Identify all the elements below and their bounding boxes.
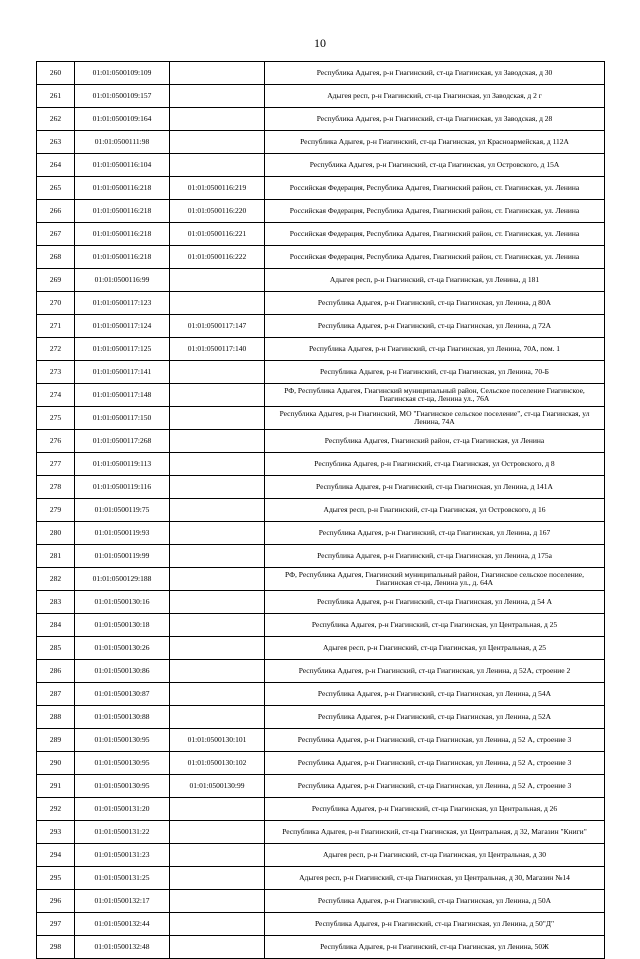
table-row: [37, 361, 605, 384]
address-cell: Республика Адыгея, р-н Гиагинский, МО "Гиагинское сельское поселение", ст-ца Гиагинская, ул Ленина, 74А: [265, 407, 605, 430]
address-cell: Адыгея респ, р-н Гиагинский, ст-ца Гиагинская, ул Центральная, д 30: [265, 844, 605, 867]
table-row: [37, 637, 605, 660]
cadastral-number-cell: 01:01:0500116:104: [75, 154, 170, 177]
sub-cadastral-number-cell: [170, 913, 265, 936]
address-cell: Республика Адыгея, р-н Гиагинский, ст-ца Гиагинская, ул Ленина, д 50А: [265, 890, 605, 913]
row-number-cell: 279: [37, 499, 75, 522]
cadastral-number-cell: 01:01:0500130:16: [75, 591, 170, 614]
cadastral-number-cell: 01:01:0500132:17: [75, 890, 170, 913]
sub-cadastral-number-cell: 01:01:0500116:221: [170, 223, 265, 246]
address-cell: Республика Адыгея, р-н Гиагинский, ст-ца Гиагинская, ул Ленина, д 72А: [265, 315, 605, 338]
row-number-cell: 283: [37, 591, 75, 614]
sub-cadastral-number-cell: [170, 522, 265, 545]
sub-cadastral-number-cell: [170, 85, 265, 108]
sub-cadastral-number-cell: 01:01:0500116:220: [170, 200, 265, 223]
table-row: [37, 936, 605, 959]
address-cell: Республика Адыгея, р-н Гиагинский, ст-ца Гиагинская, ул Ленина, д 52 А, строение 3: [265, 752, 605, 775]
row-number-cell: 284: [37, 614, 75, 637]
address-cell: Республика Адыгея, р-н Гиагинский, ст-ца Гиагинская, ул Заводская, д 30: [265, 62, 605, 85]
cadastral-number-cell: 01:01:0500131:23: [75, 844, 170, 867]
row-number-cell: 285: [37, 637, 75, 660]
table-row: [37, 269, 605, 292]
address-cell: Республика Адыгея, р-н Гиагинский, ст-ца Гиагинская, ул Ленина, д 52 А, строение 3: [265, 729, 605, 752]
row-number-cell: 288: [37, 706, 75, 729]
cadastral-number-cell: 01:01:0500117:125: [75, 338, 170, 361]
address-cell: Республика Адыгея, р-н Гиагинский, ст-ца Гиагинская, ул Островского, д 15А: [265, 154, 605, 177]
cadastral-number-cell: 01:01:0500119:93: [75, 522, 170, 545]
address-cell: Республика Адыгея, р-н Гиагинский, ст-ца Гиагинская, ул Заводская, д 28: [265, 108, 605, 131]
table-row: [37, 223, 605, 246]
cadastral-number-cell: 01:01:0500130:88: [75, 706, 170, 729]
row-number-cell: 296: [37, 890, 75, 913]
table-row: [37, 453, 605, 476]
row-number-cell: 270: [37, 292, 75, 315]
sub-cadastral-number-cell: [170, 798, 265, 821]
row-number-cell: 287: [37, 683, 75, 706]
sub-cadastral-number-cell: 01:01:0500130:102: [170, 752, 265, 775]
address-cell: Российская Федерация, Республика Адыгея, Гиагинский район, ст. Гиагинская, ул. Ленина: [265, 246, 605, 269]
sub-cadastral-number-cell: 01:01:0500116:222: [170, 246, 265, 269]
address-cell: Республика Адыгея, р-н Гиагинский, ст-ца Гиагинская, ул Ленина, д 50"Д": [265, 913, 605, 936]
row-number-cell: 273: [37, 361, 75, 384]
table-row: [37, 154, 605, 177]
address-cell: Адыгея респ, р-н Гиагинский, ст-ца Гиагинская, ул Заводская, д 2 г: [265, 85, 605, 108]
row-number-cell: 291: [37, 775, 75, 798]
table-row: [37, 798, 605, 821]
sub-cadastral-number-cell: [170, 453, 265, 476]
table-row: [37, 476, 605, 499]
table-row: [37, 706, 605, 729]
sub-cadastral-number-cell: 01:01:0500117:140: [170, 338, 265, 361]
table-row: [37, 407, 605, 430]
row-number-cell: 263: [37, 131, 75, 154]
sub-cadastral-number-cell: 01:01:0500116:219: [170, 177, 265, 200]
address-cell: Республика Адыгея, р-н Гиагинский, ст-ца Гиагинская, ул Центральная, д 32, Магазин "Книги": [265, 821, 605, 844]
address-cell: Адыгея респ, р-н Гиагинский, ст-ца Гиагинская, ул Ленина, д 181: [265, 269, 605, 292]
row-number-cell: 292: [37, 798, 75, 821]
table-row: [37, 568, 605, 591]
address-cell: Республика Адыгея, р-н Гиагинский, ст-ца Гиагинская, ул Островского, д 8: [265, 453, 605, 476]
address-cell: Российская Федерация, Республика Адыгея, Гиагинский район, ст. Гиагинская, ул. Ленина: [265, 200, 605, 223]
address-cell: Республика Адыгея, р-н Гиагинский, ст-ца Гиагинская, ул Центральная, д 25: [265, 614, 605, 637]
table-row: [37, 614, 605, 637]
row-number-cell: 268: [37, 246, 75, 269]
row-number-cell: 271: [37, 315, 75, 338]
address-cell: Республика Адыгея, р-н Гиагинский, ст-ца Гиагинская, ул Ленина, д 54А: [265, 683, 605, 706]
page-number: 10: [314, 36, 326, 50]
address-cell: РФ, Республика Адыгея, Гиагинский муниципальный район, Сельское поселение Гиагинское, Гиагинская ст-ца, Ленина ул., 76А: [265, 384, 605, 407]
sub-cadastral-number-cell: [170, 706, 265, 729]
table-row: [37, 108, 605, 131]
address-cell: Республика Адыгея, р-н Гиагинский, ст-ца Гиагинская, ул Ленина, 70А, пом. 1: [265, 338, 605, 361]
row-number-cell: 264: [37, 154, 75, 177]
row-number-cell: 267: [37, 223, 75, 246]
sub-cadastral-number-cell: 01:01:0500130:101: [170, 729, 265, 752]
address-cell: Республика Адыгея, р-н Гиагинский, ст-ца Гиагинская, ул Ленина, д 52А: [265, 706, 605, 729]
table-row: [37, 292, 605, 315]
sub-cadastral-number-cell: [170, 890, 265, 913]
cadastral-number-cell: 01:01:0500131:20: [75, 798, 170, 821]
sub-cadastral-number-cell: 01:01:0500117:147: [170, 315, 265, 338]
cadastral-number-cell: 01:01:0500117:268: [75, 430, 170, 453]
cadastral-number-cell: 01:01:0500132:44: [75, 913, 170, 936]
table-row: [37, 844, 605, 867]
table-body: [37, 62, 605, 959]
row-number-cell: 294: [37, 844, 75, 867]
cadastral-number-cell: 01:01:0500116:218: [75, 246, 170, 269]
table-row: [37, 913, 605, 936]
sub-cadastral-number-cell: 01:01:0500130:99: [170, 775, 265, 798]
address-cell: Адыгея респ, р-н Гиагинский, ст-ца Гиагинская, ул Островского, д 16: [265, 499, 605, 522]
table-row: [37, 85, 605, 108]
sub-cadastral-number-cell: [170, 821, 265, 844]
sub-cadastral-number-cell: [170, 637, 265, 660]
cadastral-number-cell: 01:01:0500119:113: [75, 453, 170, 476]
row-number-cell: 274: [37, 384, 75, 407]
address-cell: Республика Адыгея, р-н Гиагинский, ст-ца Гиагинская, ул Ленина, д 54 А: [265, 591, 605, 614]
cadastral-number-cell: 01:01:0500116:99: [75, 269, 170, 292]
cadastral-number-cell: 01:01:0500119:99: [75, 545, 170, 568]
table-row: [37, 867, 605, 890]
sub-cadastral-number-cell: [170, 660, 265, 683]
table-row: [37, 246, 605, 269]
sub-cadastral-number-cell: [170, 407, 265, 430]
row-number-cell: 266: [37, 200, 75, 223]
row-number-cell: 280: [37, 522, 75, 545]
address-cell: Республика Адыгея, р-н Гиагинский, ст-ца Гиагинская, ул Красноармейская, д 112А: [265, 131, 605, 154]
cadastral-number-cell: 01:01:0500132:48: [75, 936, 170, 959]
cadastral-number-cell: 01:01:0500109:157: [75, 85, 170, 108]
address-cell: Российская Федерация, Республика Адыгея, Гиагинский район, ст. Гиагинская, ул. Ленина: [265, 223, 605, 246]
sub-cadastral-number-cell: [170, 499, 265, 522]
cadastral-number-cell: 01:01:0500130:86: [75, 660, 170, 683]
sub-cadastral-number-cell: [170, 545, 265, 568]
table-row: [37, 338, 605, 361]
cadastral-number-cell: 01:01:0500130:87: [75, 683, 170, 706]
address-cell: Республика Адыгея, р-н Гиагинский, ст-ца Гиагинская, ул Ленина, д 80А: [265, 292, 605, 315]
address-cell: Российская Федерация, Республика Адыгея, Гиагинский район, ст. Гиагинская, ул. Ленина: [265, 177, 605, 200]
sub-cadastral-number-cell: [170, 683, 265, 706]
cadastral-number-cell: 01:01:0500116:218: [75, 223, 170, 246]
sub-cadastral-number-cell: [170, 384, 265, 407]
table-row: [37, 200, 605, 223]
property-table: [36, 61, 605, 959]
table-row: [37, 821, 605, 844]
table-row: [37, 499, 605, 522]
table-row: [37, 131, 605, 154]
row-number-cell: 281: [37, 545, 75, 568]
cadastral-number-cell: 01:01:0500129:188: [75, 568, 170, 591]
row-number-cell: 293: [37, 821, 75, 844]
sub-cadastral-number-cell: [170, 568, 265, 591]
sub-cadastral-number-cell: [170, 269, 265, 292]
row-number-cell: 290: [37, 752, 75, 775]
cadastral-number-cell: 01:01:0500130:95: [75, 775, 170, 798]
row-number-cell: 289: [37, 729, 75, 752]
table-row: [37, 315, 605, 338]
table-row: [37, 177, 605, 200]
sub-cadastral-number-cell: [170, 476, 265, 499]
row-number-cell: 265: [37, 177, 75, 200]
cadastral-number-cell: 01:01:0500130:95: [75, 729, 170, 752]
table-row: [37, 775, 605, 798]
sub-cadastral-number-cell: [170, 108, 265, 131]
cadastral-number-cell: 01:01:0500116:218: [75, 200, 170, 223]
sub-cadastral-number-cell: [170, 131, 265, 154]
address-cell: Адыгея респ, р-н Гиагинский, ст-ца Гиагинская, ул Центральная, д 25: [265, 637, 605, 660]
row-number-cell: 269: [37, 269, 75, 292]
row-number-cell: 295: [37, 867, 75, 890]
cadastral-number-cell: 01:01:0500109:109: [75, 62, 170, 85]
row-number-cell: 262: [37, 108, 75, 131]
sub-cadastral-number-cell: [170, 867, 265, 890]
cadastral-number-cell: 01:01:0500130:18: [75, 614, 170, 637]
cadastral-number-cell: 01:01:0500117:150: [75, 407, 170, 430]
cadastral-number-cell: 01:01:0500119:116: [75, 476, 170, 499]
cadastral-number-cell: 01:01:0500109:164: [75, 108, 170, 131]
sub-cadastral-number-cell: [170, 62, 265, 85]
address-cell: Республика Адыгея, р-н Гиагинский, ст-ца Гиагинская, ул Ленина, д 52А, строение 2: [265, 660, 605, 683]
address-cell: Республика Адыгея, р-н Гиагинский, ст-ца Гиагинская, ул Ленина, д 141А: [265, 476, 605, 499]
row-number-cell: 286: [37, 660, 75, 683]
address-cell: Республика Адыгея, Гиагинский район, ст-ца Гиагинская, ул Ленина: [265, 430, 605, 453]
table-row: [37, 62, 605, 85]
cadastral-number-cell: 01:01:0500117:124: [75, 315, 170, 338]
address-cell: Республика Адыгея, р-н Гиагинский, ст-ца Гиагинская, ул Ленина, д 167: [265, 522, 605, 545]
table-row: [37, 430, 605, 453]
cadastral-number-cell: 01:01:0500117:148: [75, 384, 170, 407]
address-cell: РФ, Республика Адыгея, Гиагинский муниципальный район, Гиагинское сельское поселение, Гиагинская ст-ца, Ленина ул., д. 64А: [265, 568, 605, 591]
row-number-cell: 261: [37, 85, 75, 108]
address-cell: Республика Адыгея, р-н Гиагинский, ст-ца Гиагинская, ул Ленина, 50Ж: [265, 936, 605, 959]
sub-cadastral-number-cell: [170, 292, 265, 315]
address-cell: Республика Адыгея, р-н Гиагинский, ст-ца Гиагинская, ул Ленина, д 52 А, строение 3: [265, 775, 605, 798]
row-number-cell: 276: [37, 430, 75, 453]
cadastral-number-cell: 01:01:0500130:95: [75, 752, 170, 775]
table-row: [37, 660, 605, 683]
table-row: [37, 522, 605, 545]
table-row: [37, 591, 605, 614]
sub-cadastral-number-cell: [170, 936, 265, 959]
table-row: [37, 683, 605, 706]
cadastral-number-cell: 01:01:0500130:26: [75, 637, 170, 660]
table-row: [37, 890, 605, 913]
table-row: [37, 384, 605, 407]
row-number-cell: 297: [37, 913, 75, 936]
address-cell: Республика Адыгея, р-н Гиагинский, ст-ца Гиагинская, ул Центральная, д 26: [265, 798, 605, 821]
address-cell: Республика Адыгея, р-н Гиагинский, ст-ца Гиагинская, ул Ленина, д 175а: [265, 545, 605, 568]
row-number-cell: 272: [37, 338, 75, 361]
row-number-cell: 278: [37, 476, 75, 499]
cadastral-number-cell: 01:01:0500131:22: [75, 821, 170, 844]
sub-cadastral-number-cell: [170, 591, 265, 614]
row-number-cell: 298: [37, 936, 75, 959]
sub-cadastral-number-cell: [170, 361, 265, 384]
row-number-cell: 282: [37, 568, 75, 591]
sub-cadastral-number-cell: [170, 614, 265, 637]
address-cell: Республика Адыгея, р-н Гиагинский, ст-ца Гиагинская, ул Ленина, 70-Б: [265, 361, 605, 384]
table-row: [37, 729, 605, 752]
cadastral-number-cell: 01:01:0500131:25: [75, 867, 170, 890]
cadastral-number-cell: 01:01:0500119:75: [75, 499, 170, 522]
row-number-cell: 277: [37, 453, 75, 476]
cadastral-number-cell: 01:01:0500111:98: [75, 131, 170, 154]
row-number-cell: 275: [37, 407, 75, 430]
table-row: [37, 545, 605, 568]
cadastral-number-cell: 01:01:0500116:218: [75, 177, 170, 200]
cadastral-number-cell: 01:01:0500117:141: [75, 361, 170, 384]
table-row: [37, 752, 605, 775]
sub-cadastral-number-cell: [170, 154, 265, 177]
sub-cadastral-number-cell: [170, 430, 265, 453]
row-number-cell: 260: [37, 62, 75, 85]
cadastral-number-cell: 01:01:0500117:123: [75, 292, 170, 315]
sub-cadastral-number-cell: [170, 844, 265, 867]
address-cell: Адыгея респ, р-н Гиагинский, ст-ца Гиагинская, ул Центральная, д 30, Магазин №14: [265, 867, 605, 890]
